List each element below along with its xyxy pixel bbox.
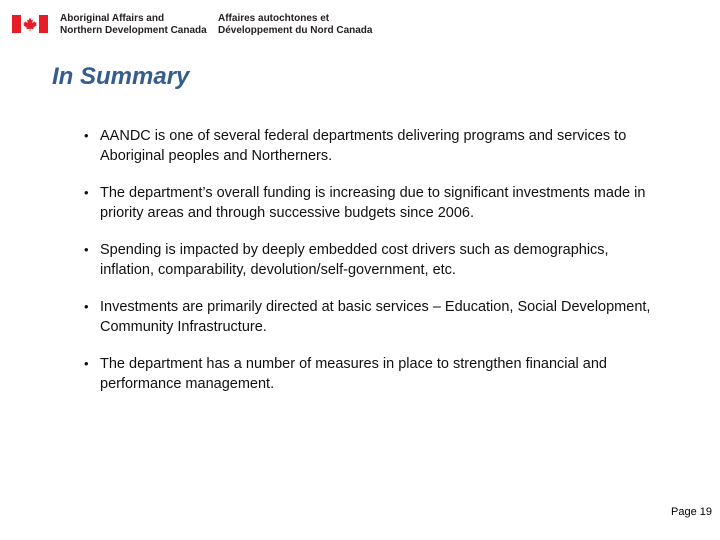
canada-flag-icon [12, 15, 48, 33]
bullet-icon: • [84, 242, 89, 257]
bullet-item [84, 126, 664, 183]
bullet-text: AANDC is one of several federal departments delivering programs and services to Aboriginal peoples and Northerners. [100, 128, 627, 164]
bullet-item [84, 297, 664, 354]
bullet-item [84, 183, 664, 240]
slide-title: In Summary [52, 63, 190, 90]
department-name-english-line-2: Northern Development Canada [60, 25, 207, 36]
bullet-icon: • [84, 299, 89, 314]
department-name-french [218, 13, 372, 37]
bullet-icon: • [84, 185, 89, 200]
bullet-text: Investments are primarily directed at basic services – Education, Social Development, Community Infrastructure. [100, 299, 651, 335]
page-number: Page 19 [671, 506, 712, 518]
department-name-english [60, 13, 207, 37]
header [0, 0, 720, 44]
bullet-item [84, 240, 664, 297]
summary-bullet-list [84, 126, 664, 411]
bullet-item [84, 354, 664, 411]
department-name-french-line-1: Affaires autochtones et [218, 13, 330, 24]
bullet-text: Spending is impacted by deeply embedded cost drivers such as demographics, inflation, comparability, devolution/self-government, etc. [100, 242, 609, 278]
department-name-english-line-1: Aboriginal Affairs and [60, 13, 165, 24]
bullet-text: The department’s overall funding is increasing due to significant investments made in priority areas and through successive budgets since 2006. [100, 185, 646, 221]
bullet-icon: • [84, 128, 89, 143]
bullet-icon: • [84, 356, 89, 371]
bullet-text: The department has a number of measures in place to strengthen financial and performance management. [100, 356, 607, 392]
department-name-french-line-2: Développement du Nord Canada [218, 25, 373, 36]
